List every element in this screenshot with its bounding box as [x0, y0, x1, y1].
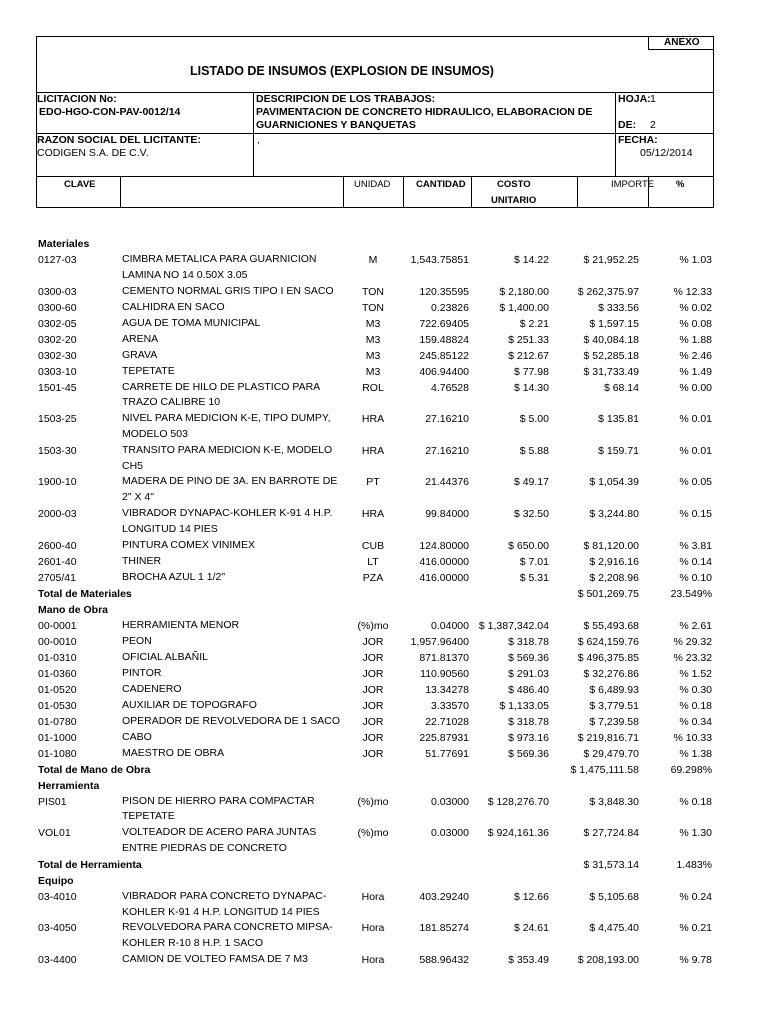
cell-pct: % 1.38 [679, 747, 713, 760]
cell-unidad: HRA [361, 444, 385, 457]
table-row [36, 889, 714, 921]
cell-pct: % 1.52 [679, 667, 713, 680]
cell-cantidad: 4.76528 [431, 381, 469, 394]
cell-unidad: HRA [361, 507, 385, 520]
section-header-row [36, 778, 714, 794]
cell-cantidad: 722.69405 [419, 317, 469, 330]
table-row [36, 443, 714, 475]
cell-cantidad: 225.87931 [419, 731, 469, 744]
table-row [36, 666, 714, 682]
table-row [36, 411, 714, 443]
cell-descripcion: THINER [122, 554, 162, 567]
cell-unidad: LT [367, 555, 379, 568]
cell-unidad: PT [366, 476, 380, 489]
cell-clave: 01-0530 [38, 699, 77, 712]
cell-unidad: PZA [362, 571, 384, 584]
cell-cantidad: 1,543.75851 [410, 254, 469, 266]
cell-pct: % 1.49 [679, 365, 713, 378]
cell-cantidad: 13.34278 [425, 683, 469, 696]
cell-clave: 03-4010 [38, 890, 77, 903]
cell-unidad: TON [362, 301, 384, 314]
cell-costo: $ 650.00 [508, 539, 549, 552]
cell-unidad: CUB [361, 539, 385, 552]
descripcion-line-2: GUARNICIONES Y BANQUETAS [256, 119, 416, 131]
cell-pct: % 0.00 [679, 381, 713, 394]
cell-pct: % 10.33 [673, 731, 713, 744]
cell-cantidad: 110.90560 [420, 667, 469, 680]
table-row [36, 538, 714, 554]
cell-costo: $ 7.01 [519, 555, 549, 568]
cell-clave: 0302-20 [38, 333, 77, 346]
cell-pct: % 1.03 [679, 254, 713, 266]
table-row [36, 284, 714, 300]
cell-clave: 1900-10 [38, 476, 77, 489]
cell-clave: 01-0310 [38, 651, 77, 664]
cell-unidad: Hora [361, 890, 385, 903]
cell-importe: $ 81,120.00 [583, 539, 639, 552]
cell-cantidad: 588.96432 [419, 953, 469, 966]
cell-clave: 03-4400 [38, 953, 77, 966]
fecha-label: FECHA: [618, 134, 658, 146]
cell-costo: $ 12.66 [513, 890, 549, 903]
cell-unidad: (%)mo [357, 619, 389, 632]
anexo-label: ANEXO [664, 37, 700, 48]
cell-costo: $ 32.50 [513, 507, 549, 520]
cell-unidad: Hora [361, 922, 385, 935]
cell-costo: $ 5.88 [519, 444, 549, 457]
cell-clave: 2000-03 [38, 507, 77, 520]
descripcion-line-1: PAVIMENTACION DE CONCRETO HIDRAULICO, ELABORACION DE [256, 106, 593, 118]
cell-pct: % 1.88 [679, 333, 713, 346]
col-unidad: UNIDAD [354, 179, 391, 190]
document-header [36, 36, 714, 236]
hoja-value: 1 [650, 93, 656, 105]
table-row [36, 920, 714, 952]
section-title: Mano de Obra [38, 603, 109, 616]
cell-pct: % 0.18 [679, 795, 713, 808]
table-row [36, 730, 714, 746]
cell-clave: 01-1000 [38, 731, 77, 744]
cell-cantidad: 1,957.96400 [410, 635, 469, 648]
total-label: Total de Materiales [38, 587, 132, 600]
cell-unidad: JOR [362, 667, 384, 680]
cell-cantidad: 245.85122 [419, 349, 469, 362]
cell-costo: $ 486.40 [508, 683, 549, 696]
page-title: LISTADO DE INSUMOS (EXPLOSION DE INSUMOS) [190, 64, 494, 78]
cell-clave: 00-0001 [38, 619, 77, 632]
table-row [36, 316, 714, 332]
de-label: DE: [618, 119, 637, 131]
cell-unidad: M3 [365, 317, 381, 330]
table-row [36, 698, 714, 714]
cell-clave: 01-0780 [38, 715, 77, 728]
cell-importe: $ 333.56 [598, 301, 639, 314]
cell-unidad: JOR [362, 715, 384, 728]
total-pct: 1.483% [676, 858, 713, 871]
cell-clave: PIS01 [38, 795, 67, 808]
table-row [36, 952, 714, 968]
cell-importe: $ 55,493.68 [583, 619, 639, 632]
cell-importe: $ 208,193.00 [577, 953, 639, 966]
cell-pct: % 2.46 [679, 349, 713, 362]
col-costo-1: COSTO [497, 179, 531, 190]
cell-importe: $ 135.81 [598, 413, 639, 426]
cell-descripcion: PISON DE HIERRO PARA COMPACTAR TEPETATE [122, 794, 315, 823]
cell-cantidad: 51.77691 [425, 747, 469, 760]
section-title: Herramienta [38, 779, 100, 792]
cell-costo: $ 569.36 [508, 747, 549, 760]
cell-pct: % 0.02 [679, 301, 713, 314]
cell-pct: % 0.08 [679, 317, 713, 330]
cell-costo: $ 2.21 [519, 317, 549, 330]
cell-importe: $ 3,848.30 [589, 795, 639, 808]
table-row [36, 746, 714, 762]
cell-costo: $ 1,133.05 [499, 699, 549, 712]
cell-clave: 1501-45 [38, 381, 77, 394]
cell-pct: % 0.34 [679, 715, 713, 728]
cell-importe: $ 3,779.51 [589, 699, 639, 712]
cell-pct: % 0.01 [679, 444, 713, 457]
cell-costo: $ 1,387,342.04 [478, 619, 549, 632]
cell-importe: $ 7,239.58 [589, 715, 639, 728]
cell-unidad: JOR [362, 731, 384, 744]
cell-costo: $ 569.36 [508, 651, 549, 664]
col-costo-2: UNITARIO [491, 195, 537, 206]
cell-costo: $ 318.78 [508, 635, 549, 648]
cell-pct: % 23.32 [673, 651, 713, 664]
licitacion-value: EDO-HGO-CON-PAV-0012/14 [39, 106, 181, 118]
cell-descripcion: MAESTRO DE OBRA [122, 746, 225, 759]
cell-cantidad: 120.35595 [419, 285, 469, 298]
table-row [36, 714, 714, 730]
cell-importe: $ 68.14 [603, 381, 639, 394]
cell-descripcion: AGUA DE TOMA MUNICIPAL [122, 316, 261, 329]
de-value: 2 [650, 119, 656, 131]
cell-pct: % 9.78 [679, 953, 713, 966]
cell-importe: $ 262,375.97 [577, 285, 639, 298]
cell-unidad: JOR [362, 651, 384, 664]
cell-clave: 03-4050 [38, 922, 77, 935]
total-label: Total de Mano de Obra [38, 763, 151, 776]
cell-pct: % 29.32 [673, 635, 713, 648]
cell-descripcion: AUXILIAR DE TOPOGRAFO [122, 698, 257, 711]
cell-importe: $ 2,208.96 [589, 571, 639, 584]
cell-costo: $ 14.22 [513, 254, 549, 266]
cell-clave: 0127-03 [38, 254, 77, 266]
table-row [36, 348, 714, 364]
cell-unidad: JOR [362, 635, 384, 648]
cell-descripcion: PEON [122, 634, 152, 647]
cell-unidad: M [368, 254, 378, 266]
cell-clave: 0300-03 [38, 285, 77, 298]
document-page [36, 36, 714, 968]
cell-unidad: (%)mo [357, 795, 389, 808]
cell-clave: 2705/41 [38, 571, 76, 584]
cell-cantidad: 416.00000 [419, 555, 469, 568]
cell-descripcion: CIMBRA METALICA PARA GUARNICION LAMINA NO 14 0.50X 3.05 [122, 253, 317, 281]
cell-cantidad: 21.44376 [425, 476, 469, 489]
cell-cantidad: 181.85274 [419, 922, 469, 935]
cell-unidad: Hora [361, 953, 385, 966]
section-header-row [36, 236, 714, 252]
cell-unidad: M3 [365, 333, 381, 346]
cell-descripcion: MADERA DE PINO DE 3A. EN BARROTE DE 2" X 4" [122, 475, 338, 504]
cell-descripcion: VOLTEADOR DE ACERO PARA JUNTAS ENTRE PIEDRAS DE CONCRETO [122, 826, 317, 854]
cell-importe: $ 32,276.86 [583, 667, 639, 680]
cell-descripcion: HERRAMIENTA MENOR [122, 618, 240, 631]
cell-pct: % 3.81 [679, 539, 713, 552]
total-pct: 69.298% [670, 763, 713, 776]
cell-importe: $ 2,916.16 [589, 555, 639, 568]
cell-descripcion: TEPETATE [122, 364, 175, 377]
razon-label: RAZON SOCIAL DEL LICITANTE: [37, 134, 201, 146]
cell-unidad: M3 [365, 365, 381, 378]
cell-clave: 1503-25 [38, 413, 77, 426]
cell-costo: $ 5.31 [519, 571, 549, 584]
cell-descripcion: VIBRADOR PARA CONCRETO DYNAPAC-KOHLER K-91 4 H.P. LONGITUD 14 PIES [122, 889, 327, 918]
cell-clave: 01-0360 [38, 667, 77, 680]
table-row [36, 332, 714, 348]
cell-cantidad: 0.03000 [431, 827, 469, 840]
cell-costo: $ 77.98 [513, 365, 549, 378]
cell-unidad: JOR [362, 683, 384, 696]
cell-descripcion: NIVEL PARA MEDICION K-E, TIPO DUMPY, MODELO 503 [122, 412, 331, 440]
cell-unidad: HRA [361, 413, 385, 426]
cell-clave: 00-0010 [38, 635, 77, 648]
cell-cantidad: 406.94400 [419, 365, 469, 378]
cell-importe: $ 159.71 [598, 444, 639, 457]
cell-importe: $ 496,375.85 [577, 651, 639, 664]
table-row [36, 682, 714, 698]
section-header-row [36, 873, 714, 889]
cell-cantidad: 403.29240 [419, 890, 469, 903]
cell-unidad: (%)mo [357, 827, 389, 840]
table-row [36, 506, 714, 538]
cell-cantidad: 159.48824 [419, 333, 469, 346]
cell-clave: 0300-60 [38, 301, 77, 314]
col-clave: CLAVE [64, 179, 96, 190]
cell-clave: 2601-40 [38, 555, 77, 568]
cell-costo: $ 251.33 [508, 333, 549, 346]
cell-importe: $ 21,952.25 [583, 254, 639, 266]
cell-importe: $ 219,816.71 [577, 731, 639, 744]
col-cantidad: CANTIDAD [416, 179, 466, 190]
cell-pct: % 2.61 [679, 619, 713, 632]
cell-costo: $ 24.61 [513, 922, 549, 935]
cell-cantidad: 124.80000 [419, 539, 469, 552]
table-row [36, 570, 714, 586]
cell-clave: 0302-05 [38, 317, 77, 330]
section-total-row [36, 586, 714, 602]
cell-unidad: ROL [362, 381, 384, 394]
total-pct: 23.549% [670, 587, 713, 600]
cell-cantidad: 0.03000 [431, 795, 469, 808]
cell-clave: 0302-30 [38, 349, 77, 362]
cell-cantidad: 0.04000 [431, 619, 469, 632]
cell-pct: % 0.21 [679, 922, 713, 935]
cell-descripcion: CADENERO [122, 682, 182, 695]
table-row [36, 300, 714, 316]
cell-descripcion: CARRETE DE HILO DE PLASTICO PARA TRAZO CALIBRE 10 [122, 380, 320, 409]
cell-costo: $ 212.67 [508, 349, 549, 362]
fecha-value: 05/12/2014 [640, 147, 693, 159]
cell-cantidad: 871.81370 [419, 651, 469, 664]
cell-costo: $ 2,180.00 [499, 285, 549, 298]
table-row [36, 474, 714, 506]
cell-descripcion: ARENA [122, 332, 159, 345]
cell-importe: $ 52,285.18 [583, 349, 639, 362]
razon-extra: , [257, 134, 260, 146]
table-row [36, 380, 714, 412]
cell-clave: 1503-30 [38, 444, 77, 457]
cell-descripcion: PINTURA COMEX VINIMEX [122, 538, 256, 551]
section-total-row [36, 857, 714, 873]
cell-pct: % 0.05 [679, 476, 713, 489]
cell-pct: % 0.10 [679, 571, 713, 584]
cell-pct: % 0.30 [679, 683, 713, 696]
cell-importe: $ 4,475.40 [589, 922, 639, 935]
cell-clave: 0303-10 [38, 365, 77, 378]
cell-costo: $ 318.78 [508, 715, 549, 728]
cell-descripcion: OPERADOR DE REVOLVEDORA DE 1 SACO [122, 714, 341, 727]
section-title: Materiales [38, 238, 90, 250]
cell-pct: % 0.24 [679, 890, 713, 903]
cell-importe: $ 27,724.84 [583, 827, 639, 840]
cell-pct: % 0.01 [679, 413, 713, 426]
cell-importe: $ 3,244.80 [589, 507, 639, 520]
cell-costo: $ 291.03 [508, 667, 549, 680]
cell-descripcion: BROCHA AZUL 1 1/2" [122, 570, 226, 583]
cell-descripcion: REVOLVEDORA PARA CONCRETO MIPSA-KOHLER R-10 8 H.P. 1 SACO [122, 921, 333, 950]
cell-importe: $ 40,084.18 [583, 333, 639, 346]
cell-costo: $ 924,161.36 [487, 827, 549, 840]
cell-cantidad: 22.71028 [425, 715, 469, 728]
total-label: Total de Herramienta [38, 858, 142, 871]
total-importe: $ 31,573.14 [583, 858, 639, 871]
cell-importe: $ 31,733.49 [583, 365, 639, 378]
cell-descripcion: CAMION DE VOLTEO FAMSA DE 7 M3 [122, 952, 308, 965]
hoja-label: HOJA: [618, 93, 651, 105]
section-header-row [36, 602, 714, 618]
table-row [36, 825, 714, 857]
cell-unidad: JOR [362, 747, 384, 760]
descripcion-label: DESCRIPCION DE LOS TRABAJOS: [256, 93, 436, 105]
cell-clave: 2600-40 [38, 539, 77, 552]
insumos-table [36, 236, 714, 968]
cell-costo: $ 353.49 [508, 953, 549, 966]
section-total-row [36, 762, 714, 778]
cell-importe: $ 1,597.15 [589, 317, 639, 330]
table-row [36, 634, 714, 650]
cell-pct: % 0.15 [679, 507, 713, 520]
cell-clave: 01-1080 [38, 747, 77, 760]
cell-descripcion: CALHIDRA EN SACO [122, 300, 225, 313]
total-importe: $ 501,269.75 [577, 587, 639, 600]
cell-descripcion: GRAVA [122, 348, 158, 361]
cell-descripcion: PINTOR [122, 666, 162, 679]
cell-descripcion: VIBRADOR DYNAPAC-KOHLER K-91 4 H.P. LONGITUD 14 PIES [122, 506, 333, 535]
cell-unidad: M3 [365, 349, 381, 362]
razon-value: CODIGEN S.A. DE C.V. [37, 147, 149, 159]
table-row [36, 252, 714, 284]
cell-importe: $ 6,489.93 [589, 683, 639, 696]
cell-unidad: TON [362, 285, 384, 298]
table-row [36, 364, 714, 380]
cell-costo: $ 1,400.00 [499, 301, 549, 314]
cell-costo: $ 5.00 [519, 413, 549, 426]
cell-cantidad: 3.33570 [431, 699, 469, 712]
cell-cantidad: 0.23826 [431, 301, 469, 314]
total-importe: $ 1,475,111.58 [570, 763, 639, 776]
cell-descripcion: TRANSITO PARA MEDICION K-E, MODELO CH5 [122, 443, 333, 472]
cell-pct: % 1.30 [679, 827, 713, 840]
cell-costo: $ 14.30 [513, 381, 549, 394]
cell-costo: $ 973.16 [508, 731, 549, 744]
cell-descripcion: CEMENTO NORMAL GRIS TIPO I EN SACO [122, 284, 334, 297]
cell-descripcion: OFICIAL ALBAÑIL [122, 650, 208, 663]
cell-clave: VOL01 [38, 827, 71, 840]
col-pct: % [676, 179, 685, 190]
cell-costo: $ 49.17 [513, 476, 549, 489]
cell-pct: % 0.14 [679, 555, 713, 568]
cell-pct: % 0.18 [679, 699, 713, 712]
table-row [36, 618, 714, 634]
table-row [36, 794, 714, 826]
col-importe: IMPORTE [611, 179, 655, 190]
cell-cantidad: 27.16210 [425, 413, 469, 426]
licitacion-label: LICITACION No: [37, 93, 117, 105]
cell-importe: $ 5,105.68 [589, 890, 639, 903]
section-title: Equipo [38, 874, 74, 887]
cell-descripcion: CABO [122, 730, 152, 743]
cell-clave: 01-0520 [38, 683, 77, 696]
cell-importe: $ 624,159.76 [577, 635, 639, 648]
cell-cantidad: 416.00000 [419, 571, 469, 584]
cell-pct: % 12.33 [673, 285, 713, 298]
table-row [36, 554, 714, 570]
cell-unidad: JOR [362, 699, 384, 712]
cell-importe: $ 1,054.39 [589, 476, 639, 489]
table-row [36, 650, 714, 666]
cell-importe: $ 29,479.70 [583, 747, 639, 760]
cell-costo: $ 128,276.70 [487, 795, 549, 808]
cell-cantidad: 99.84000 [425, 507, 469, 520]
cell-cantidad: 27.16210 [425, 444, 469, 457]
